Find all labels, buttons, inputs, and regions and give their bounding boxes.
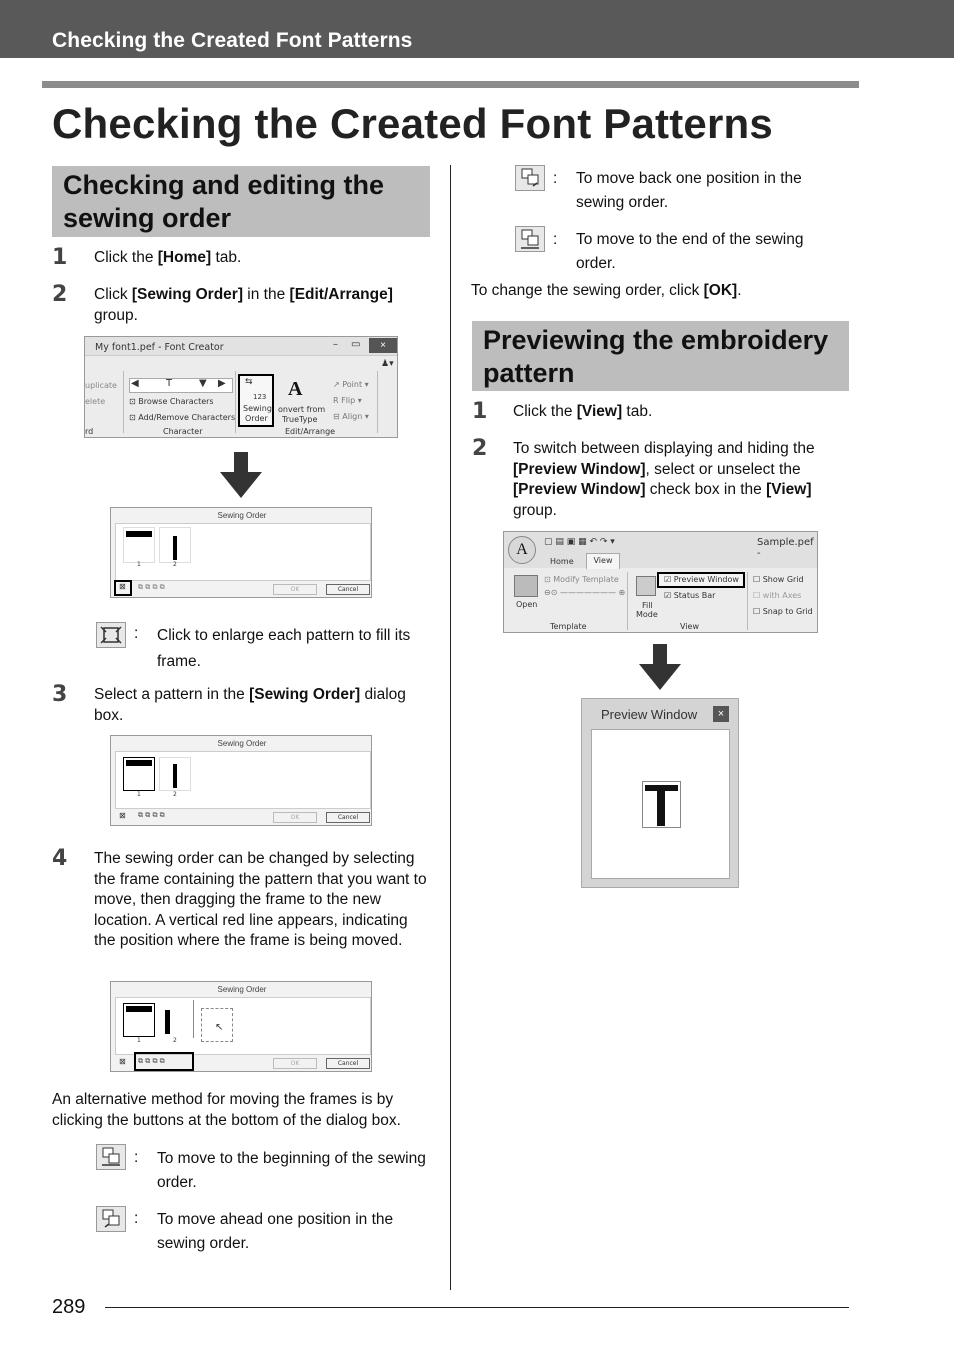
page-title: Checking the Created Font Patterns [52,100,773,147]
insert-line [193,1000,194,1038]
sewing-order-icon: ⇆ [245,377,253,387]
browse-characters-label: ⊡ Browse Characters [129,397,214,406]
pattern-2 [165,1010,170,1034]
frame-number: 2 [173,1037,177,1044]
modify-template-label: ⊡ Modify Template [544,575,619,584]
open-icon [514,575,538,597]
app-logo: A [508,536,536,564]
step-number: 4 [52,846,68,871]
flip-label: R Flip ▾ [333,396,362,405]
window-title: My font1.pef - Font Creator [95,342,224,353]
status-bar-checkbox: ☑ Status Bar [664,591,716,600]
template-slider: ⊖⊙ ——————— ⊕ [544,588,626,597]
delete-label: elete [85,397,106,406]
cancel-button: Cancel [326,584,370,595]
enlarge-icon: ⊠ [119,811,126,820]
move-ahead-icon [96,1206,126,1232]
dialog-title: Sewing Order [217,511,267,520]
page-number: 289 [52,1296,86,1318]
column-divider [450,165,451,1290]
step-text: Click the [View] tab. [513,403,653,420]
fill-mode-icon [636,576,656,596]
sewing-order-dialog-3 [110,981,372,1072]
colon: : [553,231,558,248]
frame-number: 1 [137,561,141,568]
view-ribbon-screenshot [503,531,818,633]
enlarge-icon: ⊠ [119,582,126,591]
move-beginning-description: To move to the beginning of the sewing order. [157,1150,426,1191]
frame-number: 2 [173,791,177,798]
next-char-icon: ▶ [218,378,226,389]
colon: : [134,1210,139,1227]
minimize-icon: – [333,339,338,350]
colon: : [134,625,139,642]
step-text: Click the [Home] tab. [94,249,242,266]
group-edit-label: Edit/Arrange [285,427,336,436]
prev-char-icon: ◀ [131,378,139,389]
character-value: T [166,378,173,389]
step-text: Click [Sewing Order] in the [Edit/Arrange] group. [94,286,393,324]
file-name: Sample.pef - [757,537,814,559]
fill-label-1: Fill [642,601,653,610]
ok-button: OK [273,1058,317,1069]
group-view: View [680,622,699,631]
header-title: Checking the Created Font Patterns [52,29,413,52]
cancel-button: Cancel [326,1058,370,1069]
cancel-button: Cancel [326,812,370,823]
sewing-order-label-1: Sewing [243,404,272,413]
user-icon: ♟▾ [381,359,394,369]
change-order-text: To change the sewing order, click [OK]. [471,282,742,299]
footer-rule [105,1307,849,1308]
frame-number: 1 [137,1037,141,1044]
section-heading-preview: Previewing the embroidery pattern [472,321,849,391]
move-end-icon [515,226,545,252]
frame-number: 2 [173,561,177,568]
divider [377,371,378,433]
pattern-frame-2 [159,757,191,791]
convert-label-2: TrueType [282,415,318,424]
add-remove-label: ⊡ Add/Remove Characters [129,413,236,422]
dropdown-icon: ▼ [199,378,207,389]
down-arrow-icon [220,452,262,498]
move-back-icon [515,165,545,191]
divider [235,371,236,433]
pattern-frame-1-selected [123,757,155,791]
pattern-frame-2 [159,527,191,563]
enlarge-icon: ⊠ [119,1057,126,1066]
duplicate-label: uplicate [85,381,117,390]
step-number: 2 [472,436,488,461]
sewing-order-label-2: Order [245,414,268,423]
with-axes-checkbox: ☐ with Axes [753,591,802,600]
preview-window [581,698,739,888]
step-text: Select a pattern in the [Sewing Order] dialog box. [94,686,406,724]
title-rule [42,81,859,88]
move-buttons: ⧉ ⧉ ⧉ ⧉ [138,583,165,591]
enlarge-description: Click to enlarge each pattern to fill its frame. [157,627,411,670]
step-text: The sewing order can be changed by selecting the frame containing the pattern that you want to move, then dragging the frame to the new location. A vertical red line appears, indicating the position where the frame is being moved. [94,850,427,949]
group-label-partial: rd [85,427,94,436]
colon: : [134,1149,139,1166]
tab-view: View [586,553,620,569]
close-icon: × [713,706,729,722]
pattern-frame-1 [123,1003,155,1037]
fill-label-2: Mode [636,610,658,619]
truetype-icon: A [288,378,303,400]
ok-button: OK [273,584,317,595]
tab-home: Home [550,557,574,566]
ok-button: OK [273,812,317,823]
move-back-description: To move back one position in the sewing order. [576,170,802,211]
show-grid-checkbox: ☐ Show Grid [753,575,804,584]
alt-method-text: An alternative method for moving the frames is by clicking the buttons at the bottom of the dialog box. [52,1091,401,1129]
sewing-order-number: 123 [253,393,267,401]
group-character-label: Character [163,427,203,436]
frame-number: 1 [137,791,141,798]
move-buttons: ⧉ ⧉ ⧉ ⧉ [138,811,165,819]
move-beginning-icon [96,1144,126,1170]
down-arrow-icon [639,644,681,690]
enlarge-icon [96,622,126,648]
convert-label-1: onvert from [278,405,326,414]
pattern-preview [642,781,681,828]
step-number: 1 [472,399,488,424]
snap-to-grid-checkbox: ☐ Snap to Grid [753,607,813,616]
align-label: ⊟ Align ▾ [333,412,369,421]
preview-window-checkbox: ☑ Preview Window [664,575,739,584]
group-template: Template [550,622,587,631]
section-heading-sewing-order: Checking and editing the sewing order [52,166,430,237]
maximize-icon: ▭ [351,339,361,350]
cursor-icon: ↖ [215,1022,224,1033]
step-number: 1 [52,245,68,270]
sewing-order-dialog-1 [110,507,372,598]
preview-title: Preview Window [601,707,698,722]
open-label: Open [516,600,538,609]
sewing-order-dialog-2 [110,735,372,826]
point-label: ↗ Point ▾ [333,380,369,389]
step-text: To switch between displaying and hiding the [Preview Window], select or unselect the [Preview Window] check box in the [View] group. [513,440,815,519]
step-number: 3 [52,682,68,707]
divider [627,572,628,630]
pattern-frame-1 [123,527,155,563]
dialog-title: Sewing Order [217,739,267,748]
move-end-description: To move to the end of the sewing order. [576,231,804,272]
divider [747,572,748,630]
close-icon: × [369,338,397,353]
step-number: 2 [52,282,68,307]
quick-access-icons: ▢ ▤ ▣ ▦ ↶ ↷ ▾ [544,537,615,547]
move-buttons: ⧉ ⧉ ⧉ ⧉ [138,1057,165,1065]
dialog-title: Sewing Order [217,985,267,994]
colon: : [553,170,558,187]
font-creator-ribbon-screenshot [84,336,398,438]
divider [123,371,124,433]
move-ahead-description: To move ahead one position in the sewing order. [157,1211,394,1252]
